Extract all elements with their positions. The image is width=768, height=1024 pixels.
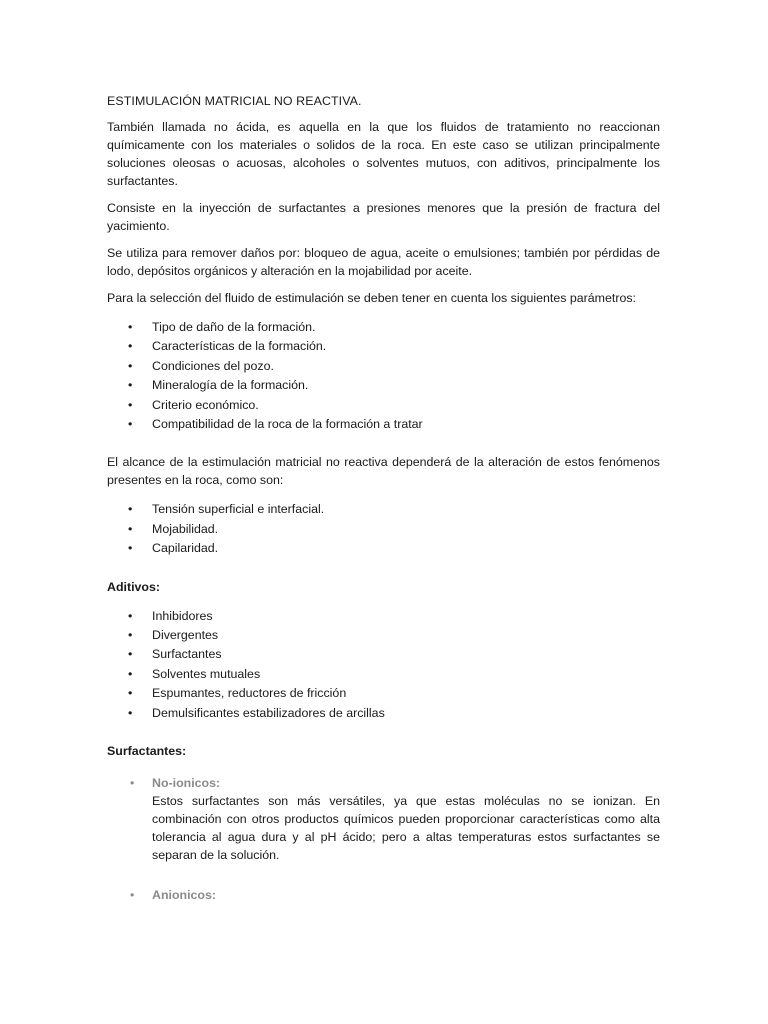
aditivos-list (107, 607, 660, 723)
paragraph-usage: Se utiliza para remover daños por: bloqueo de agua, aceite o emulsiones; también por pérdidas de lodo, depósitos orgánicos y alteración en la mojabilidad por aceite. (107, 246, 660, 278)
bullet-icon: • (128, 666, 133, 681)
list-item: • Inhibidores (107, 607, 660, 626)
list-item: • Tipo de daño de la formación. (107, 318, 660, 337)
bullet-icon: • (128, 378, 133, 393)
bullet-icon: • (130, 888, 135, 903)
bullet-icon: • (128, 320, 133, 334)
bullet-icon: • (128, 339, 133, 354)
parametros-list (107, 318, 660, 434)
list-item: • Criterio económico. (107, 396, 660, 415)
list-item: • Tensión superficial e interfacial. (107, 500, 660, 519)
bullet-icon: • (128, 608, 133, 623)
list-item: • Divergentes (107, 626, 660, 645)
bullet-icon: • (128, 705, 133, 720)
list-item: • Demulsificantes estabilizadores de arcillas (107, 704, 660, 723)
list-item: • Surfactantes (107, 645, 660, 664)
document-title: ESTIMULACIÓN MATRICIAL NO REACTIVA. (107, 94, 362, 108)
bullet-icon: • (128, 358, 133, 373)
list-item: • Condiciones del pozo. (107, 357, 660, 376)
paragraph-injection: Consiste en la inyección de surfactantes a presiones menores que la presión de fractura del yacimiento. (107, 201, 660, 233)
document-page (107, 92, 660, 926)
bullet-icon: • (128, 417, 133, 432)
surfactant-description: Estos surfactantes son más versátiles, ya que estas moléculas no se ionizan. En combinación con otros productos químicos pueden proporcionar características como alta tolerancia al agua dura y al pH ácido; pero a altas temperaturas estos surfactantes se separan de la solución. (152, 794, 660, 863)
fenomenos-list (107, 500, 660, 558)
surfactant-type-name: Anionicos: (152, 888, 217, 903)
bullet-icon: • (128, 647, 133, 662)
surfactant-anionic-item (107, 886, 660, 904)
bullet-icon: • (128, 686, 133, 701)
list-item: • Mojabilidad. (107, 520, 660, 539)
bullet-icon: • (128, 502, 133, 517)
bullet-icon: • (128, 397, 133, 412)
paragraph-definition: También llamada no ácida, es aquella en la que los fluidos de tratamiento no reaccionan químicamente con los materiales o solidos de la roca. En este caso se utilizan principalmente soluciones oleosas o acuosas, alcoholes o solventes mutuos, con aditivos, principalmente los surfactantes. (107, 120, 660, 188)
surfactantes-heading: Surfactantes: (107, 744, 187, 759)
bullet-icon: • (128, 521, 133, 536)
surfactant-type-name: No-ionicos: (152, 776, 221, 791)
paragraph-selection: Para la selección del fluido de estimulación se deben tener en cuenta los siguientes parámetros: (107, 291, 636, 305)
bullet-icon: • (128, 541, 133, 556)
paragraph-scope: El alcance de la estimulación matricial no reactiva dependerá de la alteración de estos fenómenos presentes en la roca, como son: (107, 455, 660, 488)
list-item: • Solventes mutuales (107, 665, 660, 684)
list-item: • Capilaridad. (107, 539, 660, 558)
surfactant-nonionic-item (107, 774, 660, 864)
bullet-icon: • (128, 628, 133, 643)
list-item: • Características de la formación. (107, 337, 660, 356)
list-item: • Compatibilidad de la roca de la formación a tratar (107, 415, 660, 434)
list-item: • Espumantes, reductores de fricción (107, 684, 660, 703)
bullet-icon: • (130, 776, 135, 791)
list-item: • Mineralogía de la formación. (107, 376, 660, 395)
aditivos-heading: Aditivos: (107, 579, 161, 594)
